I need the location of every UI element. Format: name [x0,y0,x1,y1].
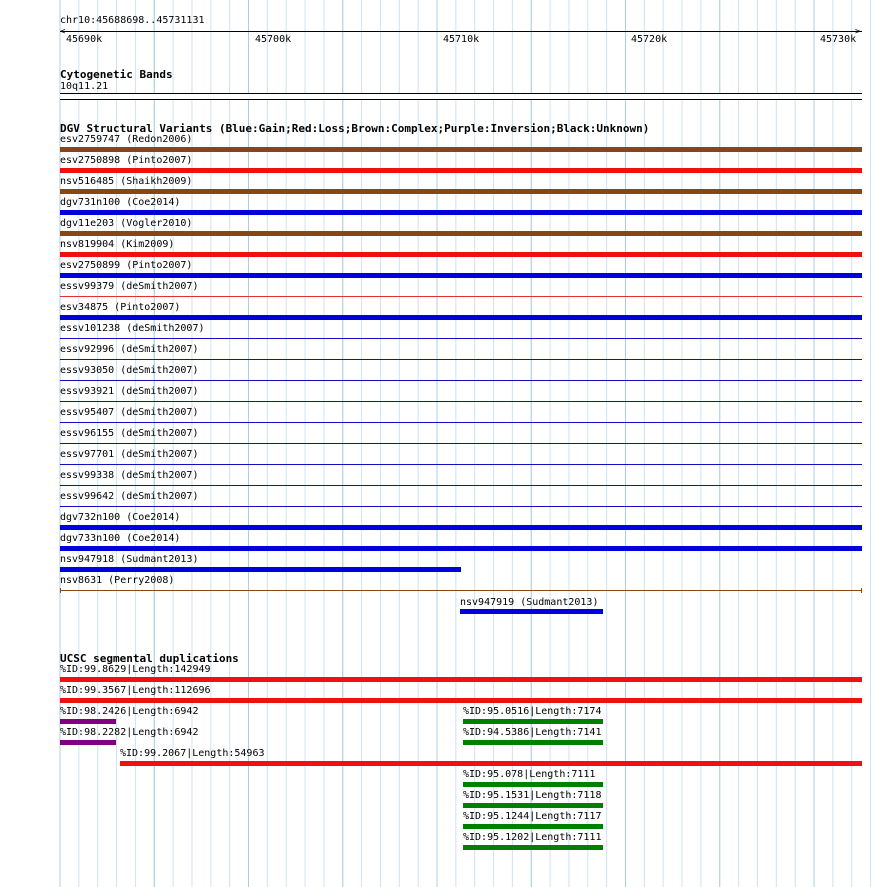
ruler-tick-45730k: 45730k [820,34,857,45]
cytoband-track-title[interactable]: Cytogenetic Bands [60,68,173,81]
ruler-line [60,31,862,32]
dgv-feature-bar[interactable] [60,338,862,339]
dgv-feature-bar[interactable] [60,464,862,465]
segdup-feature-label: %ID:95.1202|Length:7111 [463,832,602,843]
segdup-feature-label: %ID:98.2282|Length:6942 [60,727,199,738]
dgv-feature-label: nsv947919 (Sudmant2013) [460,597,599,608]
dgv-feature-bar-nsv947919[interactable] [460,609,603,614]
dgv-feature-bar[interactable] [60,168,862,173]
dgv-feature-label: dgv732n100 (Coe2014) [60,512,181,523]
dgv-feature-bar[interactable] [60,359,862,360]
segdup-feature-label: %ID:95.0516|Length:7174 [463,706,602,717]
segdup-feature-label: %ID:95.1244|Length:7117 [463,811,602,822]
dgv-feature-label: esv34875 (Pinto2007) [60,302,181,313]
dgv-feature-label: essv92996 (deSmith2007) [60,344,199,355]
cytoband-band[interactable] [60,93,862,100]
dgv-feature-label: essv95407 (deSmith2007) [60,407,199,418]
ruler-tick-45710k: 45710k [443,34,480,45]
segdup-feature-label: %ID:95.078|Length:7111 [463,769,596,780]
dgv-track-title[interactable]: DGV Structural Variants (Blue:Gain;Red:Loss;Brown:Complex;Purple:Inversion;Black:Unknown) [60,122,650,135]
dgv-feature-bar[interactable] [60,252,862,257]
dgv-feature-bar[interactable] [60,380,862,381]
dgv-feature-label: esv2750898 (Pinto2007) [60,155,193,166]
segdup-feature-label: %ID:94.5386|Length:7141 [463,727,602,738]
dgv-feature-label: nsv947918 (Sudmant2013) [60,554,199,565]
segdup-feature-bar[interactable] [463,803,603,808]
segdup-feature-bar[interactable] [120,761,862,766]
dgv-feature-bar[interactable] [60,273,862,278]
dgv-feature-label: essv96155 (deSmith2007) [60,428,199,439]
dgv-feature-bar[interactable] [60,525,862,530]
segdup-feature-bar[interactable] [60,719,116,724]
dgv-feature-label: dgv733n100 (Coe2014) [60,533,181,544]
segdup-feature-bar[interactable] [463,824,603,829]
dgv-feature-bar[interactable] [60,546,862,551]
dgv-feature-label: nsv516485 (Shaikh2009) [60,176,193,187]
dgv-feature-bar[interactable] [60,485,862,486]
dgv-feature-bar[interactable] [60,315,862,320]
segdup-feature-label: %ID:98.2426|Length:6942 [60,706,199,717]
dgv-feature-bar[interactable] [60,401,862,402]
segdup-feature-label: %ID:99.8629|Length:142949 [60,664,211,675]
segdup-feature-bar[interactable] [60,698,862,703]
segdup-feature-label: %ID:99.3567|Length:112696 [60,685,211,696]
dgv-feature-bar[interactable] [60,231,862,236]
ruler-tick-45690k: 45690k [66,34,103,45]
ruler-tick-45720k: 45720k [631,34,668,45]
dgv-feature-bar[interactable] [60,590,862,591]
segdup-feature-bar[interactable] [60,740,116,745]
segdup-feature-bar[interactable] [463,740,603,745]
dgv-feature-label: essv97701 (deSmith2007) [60,449,199,460]
dgv-feature-bar[interactable] [60,506,862,507]
dgv-feature-label: essv99642 (deSmith2007) [60,491,199,502]
dgv-feature-bar[interactable] [60,422,862,423]
dgv-feature-bar[interactable] [60,147,862,152]
dgv-feature-bar[interactable] [60,210,862,215]
dgv-feature-label: dgv731n100 (Coe2014) [60,197,181,208]
dgv-feature-label: essv93050 (deSmith2007) [60,365,199,376]
dgv-feature-bar[interactable] [60,443,862,444]
dgv-feature-bar[interactable] [60,296,862,297]
ruler-left-arrow: < [60,27,66,37]
dgv-feature-label: esv2750899 (Pinto2007) [60,260,193,271]
segdup-feature-bar[interactable] [60,677,862,682]
segdup-track-title[interactable]: UCSC segmental duplications [60,652,239,665]
ruler-tick-45700k: 45700k [255,34,292,45]
segdup-feature-bar[interactable] [463,845,603,850]
segdup-feature-bar[interactable] [463,719,603,724]
dgv-feature-label: essv101238 (deSmith2007) [60,323,205,334]
coordinate-label: chr10:45688698..45731131 [60,15,205,26]
dgv-feature-bar[interactable] [60,189,862,194]
dgv-feature-bar[interactable] [60,567,461,572]
dgv-feature-label: essv93921 (deSmith2007) [60,386,199,397]
dgv-feature-label: essv99379 (deSmith2007) [60,281,199,292]
cytoband-label: 10q11.21 [60,81,109,92]
segdup-feature-bar[interactable] [463,782,603,787]
dgv-feature-label: nsv819904 (Kim2009) [60,239,175,250]
segdup-feature-label: %ID:95.1531|Length:7118 [463,790,602,801]
dgv-feature-label: essv99338 (deSmith2007) [60,470,199,481]
dgv-feature-label: dgv11e203 (Vogler2010) [60,218,193,229]
segdup-feature-label: %ID:99.2067|Length:54963 [120,748,265,759]
dgv-feature-label: esv2759747 (Redon2006) [60,134,193,145]
dgv-feature-label: nsv8631 (Perry2008) [60,575,175,586]
ruler-right-arrow: > [855,27,861,37]
